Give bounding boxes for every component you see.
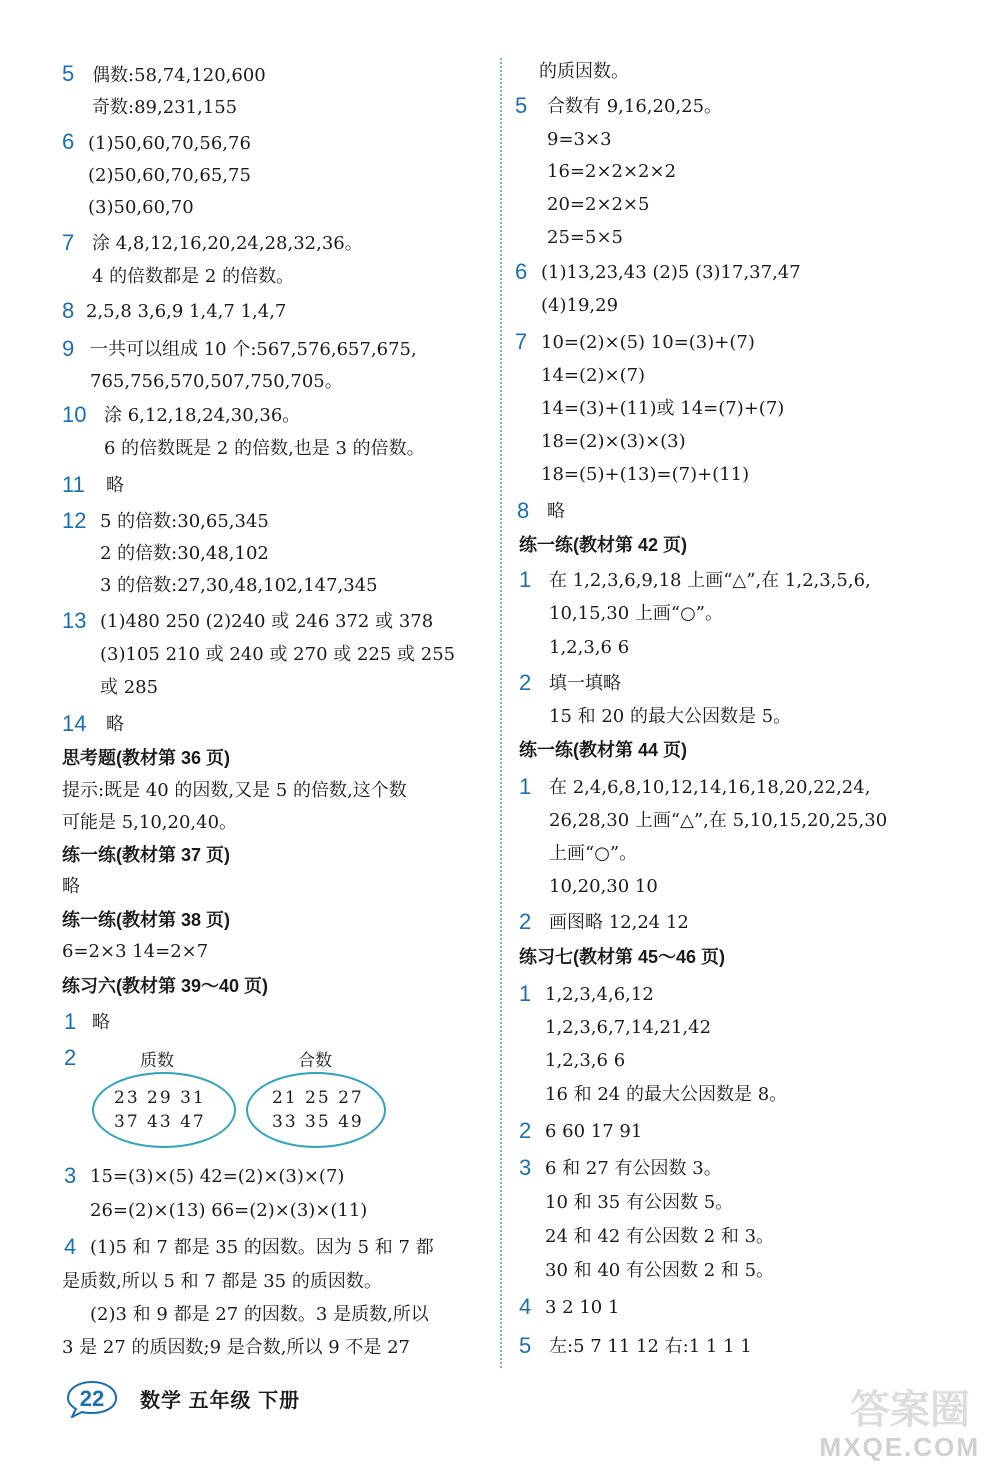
- answer-line: 30 和 40 有公因数 2 和 5。: [545, 1260, 775, 1281]
- question-number: 12: [62, 508, 87, 533]
- section-heading: 练一练(教材第 44 页): [519, 740, 688, 760]
- answer-line: 或 285: [100, 677, 159, 698]
- answer-line: 在 2,4,6,8,10,12,14,16,18,20,22,24,: [549, 777, 871, 798]
- question-number: 2: [519, 909, 532, 934]
- answer-line: 略: [92, 1012, 110, 1033]
- answer-line: 15 和 20 的最大公因数是 5。: [549, 706, 792, 727]
- answer-line: (3)50,60,70: [88, 197, 194, 218]
- answer-line: 24 和 42 有公因数 2 和 3。: [545, 1226, 775, 1247]
- question-number: 9: [62, 336, 75, 361]
- answer-line: 略: [547, 501, 565, 522]
- answer-line: 1,2,3,6 6: [545, 1050, 626, 1071]
- answer-line: 10,15,30 上画“○”。: [549, 603, 723, 624]
- answer-line: 略: [62, 876, 80, 897]
- question-number: 2: [519, 1118, 532, 1143]
- answer-line: (2)50,60,70,65,75: [88, 165, 251, 186]
- answer-line: 2,5,8 3,6,9 1,4,7 1,4,7: [86, 301, 287, 322]
- answer-line: 16=2×2×2×2: [547, 161, 677, 182]
- section-heading: 练习七(教材第 45～46 页): [519, 947, 726, 967]
- answer-line: 2 的倍数:30,48,102: [100, 543, 269, 564]
- answer-line: 略: [106, 714, 124, 735]
- section-heading: 思考题(教材第 36 页): [62, 748, 231, 768]
- question-number: 11: [62, 472, 85, 497]
- answer-line: 10=(2)×(5) 10=(3)+(7): [541, 332, 755, 353]
- answer-line: (1)50,60,70,56,76: [88, 133, 251, 154]
- answer-line: 在 1,2,3,6,9,18 上画“△”,在 1,2,3,5,6,: [549, 570, 871, 591]
- answer-line: 10,20,30 10: [549, 876, 658, 897]
- answer-line: 3 是 27 的质因数;9 是合数,所以 9 不是 27: [62, 1337, 411, 1358]
- answer-line: (1)480 250 (2)240 或 246 372 或 378: [100, 611, 434, 632]
- prime-numbers-row: 23 29 31: [114, 1088, 206, 1108]
- answer-line: 上画“○”。: [549, 843, 638, 864]
- answer-line: (1)5 和 7 都是 35 的因数。因为 5 和 7 都: [90, 1237, 434, 1258]
- answer-line: 偶数:58,74,120,600: [92, 65, 266, 86]
- question-number: 14: [62, 711, 87, 736]
- column-divider: [500, 58, 502, 1368]
- question-number: 2: [64, 1045, 77, 1070]
- answer-line: (1)13,23,43 (2)5 (3)17,37,47: [541, 262, 801, 283]
- question-number: 4: [64, 1234, 77, 1259]
- composite-numbers-row: 33 35 49: [272, 1112, 364, 1132]
- answer-line: 略: [106, 475, 124, 496]
- question-number: 5: [62, 61, 75, 86]
- answer-line: 14=(2)×(7): [541, 365, 646, 386]
- answer-line: 1,2,3,6,7,14,21,42: [545, 1017, 712, 1038]
- answer-line: 10 和 35 有公因数 5。: [545, 1192, 734, 1213]
- watermark-url: MXQE.COM: [819, 1432, 980, 1462]
- answer-line: 5 的倍数:30,65,345: [100, 511, 269, 532]
- question-number: 8: [517, 498, 530, 523]
- answer-line: 18=(2)×(3)×(3): [541, 431, 686, 452]
- answer-line: 奇数:89,231,155: [92, 97, 238, 118]
- answer-line: 画图略 12,24 12: [549, 912, 689, 933]
- answer-line: 26,28,30 上画“△”,在 5,10,15,20,25,30: [549, 810, 888, 831]
- answer-line: 18=(5)+(13)=(7)+(11): [541, 464, 750, 485]
- answer-line: 涂 6,12,18,24,30,36。: [104, 405, 301, 426]
- watermark-logo: 答案圈: [850, 1386, 970, 1433]
- answer-line: 6 和 27 有公因数 3。: [545, 1158, 722, 1179]
- answer-line: 一共可以组成 10 个:567,576,657,675,: [90, 339, 417, 360]
- ellipse-label-prime: 质数: [140, 1051, 174, 1071]
- question-number: 6: [62, 129, 75, 154]
- answer-line: 25=5×5: [547, 227, 623, 248]
- answer-line: 可能是 5,10,20,40。: [62, 812, 238, 833]
- section-heading: 练一练(教材第 38 页): [62, 910, 231, 930]
- answer-line: 填一填略: [549, 673, 621, 694]
- question-number: 7: [515, 329, 528, 354]
- question-number: 1: [519, 567, 532, 592]
- answer-line: (2)3 和 9 都是 27 的因数。3 是质数,所以: [90, 1304, 429, 1325]
- question-number: 13: [62, 608, 87, 633]
- answer-line: 9=3×3: [547, 129, 612, 150]
- answer-line: 26=(2)×(13) 66=(2)×(3)×(11): [90, 1200, 368, 1221]
- question-number: 7: [62, 230, 75, 255]
- section-heading: 练一练(教材第 37 页): [62, 845, 231, 865]
- answer-line: 16 和 24 的最大公因数是 8。: [545, 1084, 788, 1105]
- answer-line: 的质因数。: [539, 61, 629, 82]
- answer-line: 涂 4,8,12,16,20,24,28,32,36。: [92, 233, 363, 254]
- answer-line: 15=(3)×(5) 42=(2)×(3)×(7): [90, 1166, 345, 1187]
- answer-line: 14=(3)+(11)或 14=(7)+(7): [541, 398, 785, 419]
- question-number: 5: [515, 93, 528, 118]
- question-number: 5: [519, 1333, 532, 1358]
- answer-line: 765,756,570,507,750,705。: [90, 371, 343, 392]
- answer-line: 是质数,所以 5 和 7 都是 35 的质因数。: [62, 1271, 382, 1292]
- answer-line: 3 2 10 1: [545, 1297, 620, 1318]
- question-number: 10: [62, 402, 87, 427]
- question-number: 1: [519, 981, 532, 1006]
- answer-line: 左:5 7 11 12 右:1 1 1 1: [549, 1336, 752, 1357]
- answer-line: 1,2,3,6 6: [549, 637, 630, 658]
- answer-line: 1,2,3,4,6,12: [545, 984, 654, 1005]
- answer-line: 6 的倍数既是 2 的倍数,也是 3 的倍数。: [104, 438, 425, 459]
- composite-numbers-row: 21 25 27: [272, 1088, 364, 1108]
- composite-set-ellipse: [246, 1072, 386, 1148]
- prime-numbers-row: 37 43 47: [114, 1112, 206, 1132]
- question-number: 8: [62, 298, 75, 323]
- book-title: 数学 五年级 下册: [140, 1390, 301, 1412]
- answer-line: 6=2×3 14=2×7: [62, 941, 209, 962]
- answer-line: 20=2×2×5: [547, 194, 650, 215]
- section-heading: 练习六(教材第 39～40 页): [62, 976, 269, 996]
- question-number: 1: [519, 774, 532, 799]
- question-number: 3: [64, 1163, 77, 1188]
- question-number: 4: [519, 1294, 532, 1319]
- page-number: 22: [79, 1386, 105, 1411]
- question-number: 3: [519, 1155, 532, 1180]
- answer-line: 合数有 9,16,20,25。: [547, 96, 723, 117]
- ellipse-label-composite: 合数: [298, 1051, 332, 1071]
- answer-line: 3 的倍数:27,30,48,102,147,345: [100, 575, 378, 596]
- answer-line: 6 60 17 91: [545, 1121, 643, 1142]
- prime-set-ellipse: [92, 1072, 236, 1148]
- answer-line: (4)19,29: [541, 295, 619, 316]
- section-heading: 练一练(教材第 42 页): [519, 535, 688, 555]
- answer-line: 4 的倍数都是 2 的倍数。: [92, 266, 295, 287]
- answer-line: (3)105 210 或 240 或 270 或 225 或 255: [100, 644, 456, 665]
- question-number: 1: [64, 1009, 77, 1034]
- question-number: 6: [515, 259, 528, 284]
- answer-line: 提示:既是 40 的因数,又是 5 的倍数,这个数: [62, 780, 407, 801]
- question-number: 2: [519, 670, 532, 695]
